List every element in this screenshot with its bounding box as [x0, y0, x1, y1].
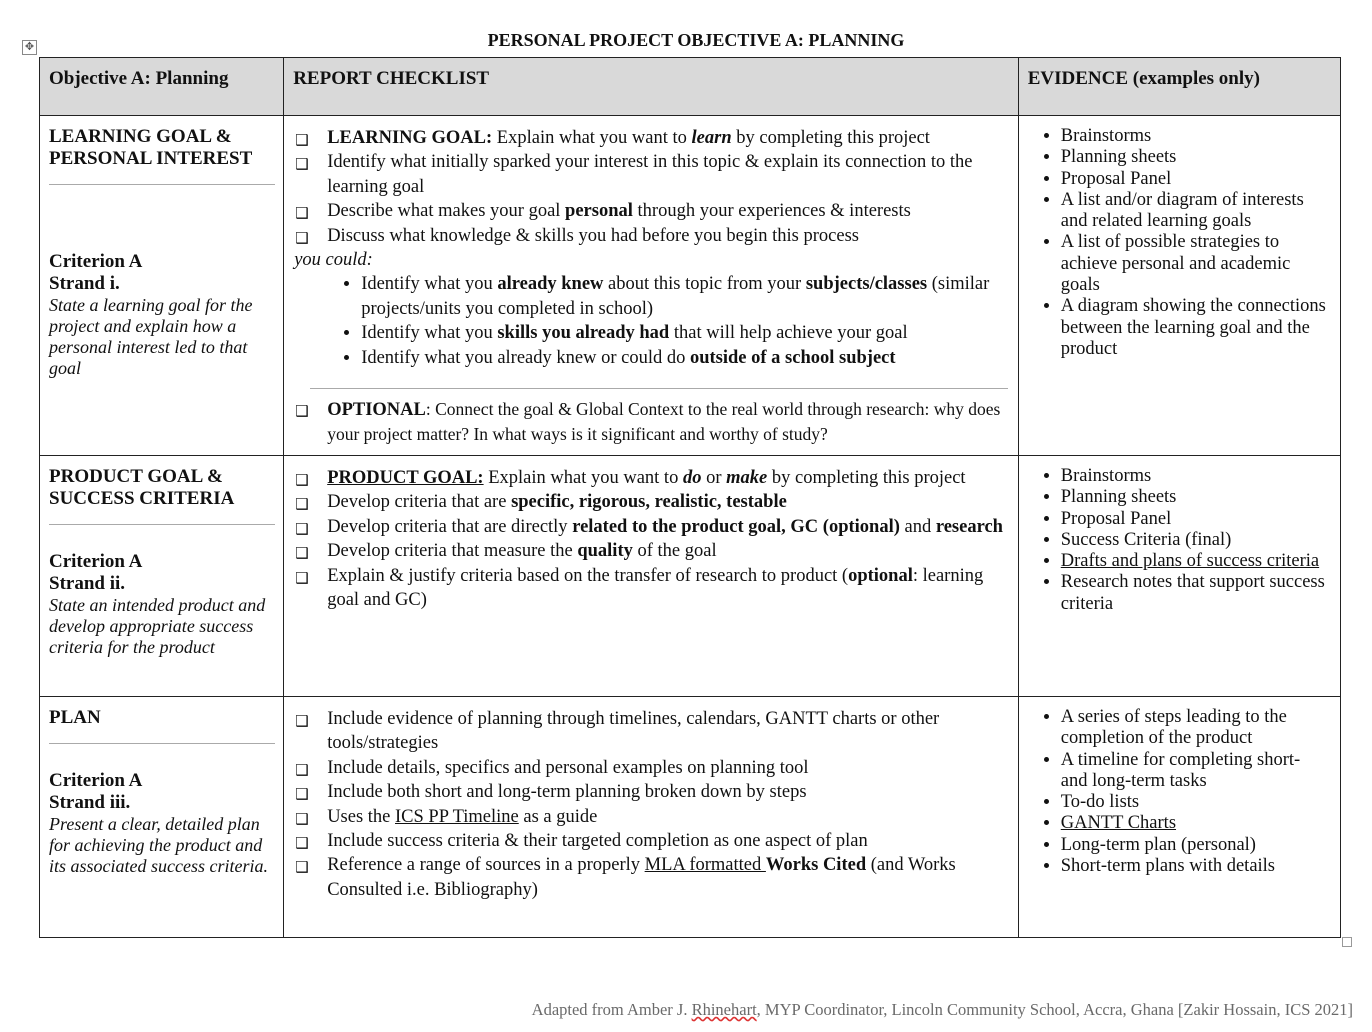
checklist-item[interactable]: ❑ Reference a range of sources in a properly MLA formatted Works Cited (and Works Consulted i.e. Bibliography): [295, 855, 956, 900]
checkbox-icon[interactable]: ❑: [295, 809, 309, 828]
table-resize-handle[interactable]: [1342, 937, 1352, 947]
page-title: PERSONAL PROJECT OBJECTIVE A: PLANNING: [487, 30, 905, 50]
checklist-item[interactable]: ❑ Include both short and long-term planning broken down by steps: [294, 780, 1008, 804]
item-bold: LEARNING GOAL:: [327, 128, 493, 148]
checkbox-icon[interactable]: ❑: [295, 155, 309, 174]
evidence-item: • Proposal Panel: [1061, 509, 1330, 530]
checklist-item[interactable]: [294, 199, 1008, 223]
evidence-item: • A list and/or diagram of interests and related learning goals: [1061, 190, 1330, 233]
strand-description: State a learning goal for the project and explain how a personal interest led to that goal: [49, 295, 253, 378]
evidence-item: • A series of steps leading to the completion of the product: [1061, 707, 1330, 750]
checkbox-icon[interactable]: ❑: [295, 544, 309, 563]
checkbox-icon[interactable]: ❑: [295, 760, 309, 779]
evidence-item: • Planning sheets: [1061, 487, 1330, 508]
you-could-label: you could:: [294, 250, 373, 271]
checkbox-icon[interactable]: ❑: [295, 228, 309, 247]
evidence-item: • Brainstorms: [1061, 466, 1330, 487]
checkbox-icon[interactable]: ❑: [295, 858, 309, 877]
table-row: [40, 116, 1341, 456]
item-emphasis: learn: [691, 128, 732, 148]
ics-timeline-link[interactable]: ICS PP Timeline: [395, 806, 519, 827]
mla-link[interactable]: MLA formatted: [644, 855, 766, 876]
evidence-item: • A diagram showing the connections between the learning goal and the product: [1061, 296, 1330, 360]
item-bold: PRODUCT GOAL:: [327, 468, 484, 488]
evidence-item[interactable]: • Drafts and plans of success criteria: [1061, 551, 1330, 572]
criterion-label: Criterion A: [49, 551, 143, 572]
item-text: through your experiences & interests: [632, 201, 911, 222]
evidence-item: • Short-term plans with details: [1061, 856, 1330, 877]
item-text: Discuss what knowledge & skills you had before you begin this process: [327, 225, 859, 246]
checkbox-icon[interactable]: ❑: [295, 131, 309, 149]
item-bold: personal: [565, 201, 633, 222]
evidence-item: • Research notes that support success criteria: [1061, 572, 1330, 615]
divider: [310, 388, 1008, 389]
strand-label: Strand iii.: [49, 792, 131, 813]
item-bold: OPTIONAL: [327, 400, 426, 421]
checkbox-icon[interactable]: ❑: [295, 568, 309, 587]
strand-description: State an intended product and develop appropriate success criteria for the product: [49, 595, 266, 657]
evidence-list: [1029, 126, 1330, 360]
objective-cell: [40, 116, 284, 456]
criterion-label: Criterion A: [49, 251, 143, 272]
strand-label: Strand i.: [49, 273, 120, 294]
checklist-item[interactable]: ❑ Develop criteria that measure the quality of the goal: [294, 539, 1008, 563]
header-row: [40, 58, 1341, 116]
planning-table: [39, 57, 1341, 938]
checkbox-icon[interactable]: ❑: [295, 204, 309, 223]
checkbox-icon[interactable]: ❑: [295, 712, 309, 730]
checklist-cell: [284, 456, 1019, 697]
criterion-label: Criterion A: [49, 770, 143, 791]
checklist-item[interactable]: ❑ Explain & justify criteria based on the transfer of research to product (optional: learning goal and GC): [295, 565, 984, 611]
evidence-item: • A timeline for completing short- and long-term tasks: [1061, 750, 1330, 793]
checkbox-icon[interactable]: ❑: [295, 495, 309, 514]
checklist-item[interactable]: ❑ Include success criteria & their targeted completion as one aspect of plan: [294, 829, 1008, 853]
objective-cell: [40, 697, 284, 938]
checklist-item[interactable]: ❑ Develop criteria that are directly related to the product goal, GC (optional) and research: [294, 515, 1008, 539]
checklist-cell: [284, 697, 1019, 938]
checklist-item[interactable]: [294, 150, 1008, 199]
checklist-item[interactable]: ❑ Include details, specifics and personal examples on planning tool: [294, 756, 1008, 780]
evidence-item: • To-do lists: [1061, 792, 1330, 813]
row-heading: LEARNING GOAL & PERSONAL INTEREST: [49, 126, 253, 169]
evidence-cell: [1018, 116, 1340, 456]
checkbox-icon[interactable]: ❑: [295, 785, 309, 804]
sub-item: • Identify what you already knew about this topic from your subjects/classes (similar projects/units you completed in school): [361, 272, 1008, 321]
strand-label: Strand ii.: [49, 573, 126, 594]
table-row: [40, 697, 1341, 938]
sub-item: • Identify what you skills you already had that will help achieve your goal: [361, 321, 1008, 345]
checkbox-icon[interactable]: ❑: [295, 471, 309, 489]
item-text: Describe what makes your goal: [327, 201, 566, 222]
checklist-item[interactable]: [294, 397, 1008, 448]
item-text: Identify what initially sparked your interest in this topic & explain its connection to the learning goal: [327, 152, 973, 197]
header-evidence: EVIDENCE (examples only): [1018, 58, 1340, 116]
evidence-item: • A list of possible strategies to achieve personal and academic goals: [1061, 232, 1330, 296]
evidence-item[interactable]: • GANTT Charts: [1061, 813, 1330, 834]
table-move-handle-icon[interactable]: ✥: [22, 40, 37, 55]
header-objective: Objective A: Planning: [40, 58, 284, 116]
table-row: [40, 456, 1341, 697]
checklist-item[interactable]: [294, 224, 1008, 248]
checklist-item[interactable]: ❑ Develop criteria that are specific, rigorous, realistic, testable: [294, 490, 1008, 514]
evidence-item: • Success Criteria (final): [1061, 530, 1330, 551]
evidence-list: [1029, 707, 1330, 877]
objective-cell: [40, 456, 284, 697]
evidence-item: • Brainstorms: [1061, 126, 1330, 147]
checklist-item[interactable]: ❑ PRODUCT GOAL: Explain what you want to do or make by completing this project: [294, 466, 1008, 490]
sub-item: • Identify what you already knew or could do outside of a school subject: [361, 346, 1008, 370]
item-text: : Connect the goal & Global Context to the real world through research: why does your project matter? In what ways is it significant and worthy of study?: [327, 399, 1001, 445]
footer-attribution: Adapted from Amber J. Rhinehart, MYP Coordinator, Lincoln Community School, Accra, Ghana [Zakir Hossain, ICS 2021]: [531, 1000, 1353, 1019]
evidence-item: • Planning sheets: [1061, 147, 1330, 168]
item-text: Explain what you want to: [492, 128, 692, 148]
checklist-cell: [284, 116, 1019, 456]
evidence-item: • Long-term plan (personal): [1061, 835, 1330, 856]
checkbox-icon[interactable]: ❑: [295, 834, 309, 853]
checkbox-icon[interactable]: ❑: [295, 519, 309, 538]
evidence-cell: [1018, 697, 1340, 938]
strand-description: Present a clear, detailed plan for achieving the product and its associated success criteria.: [49, 814, 268, 876]
evidence-item: • Proposal Panel: [1061, 169, 1330, 190]
row-heading: PLAN: [49, 707, 101, 728]
checklist-item[interactable]: [294, 126, 1008, 150]
checklist-item[interactable]: ❑ Include evidence of planning through timelines, calendars, GANTT charts or other tools/strategies: [295, 709, 940, 754]
checkbox-icon[interactable]: ❑: [295, 402, 309, 421]
row-heading: PRODUCT GOAL & SUCCESS CRITERIA: [49, 466, 235, 509]
evidence-cell: [1018, 456, 1340, 697]
checklist-item[interactable]: ❑ Uses the ICS PP Timeline as a guide: [294, 805, 1008, 829]
header-checklist: REPORT CHECKLIST: [284, 58, 1019, 116]
evidence-list: [1029, 466, 1330, 615]
item-text: by completing this project: [731, 128, 930, 148]
